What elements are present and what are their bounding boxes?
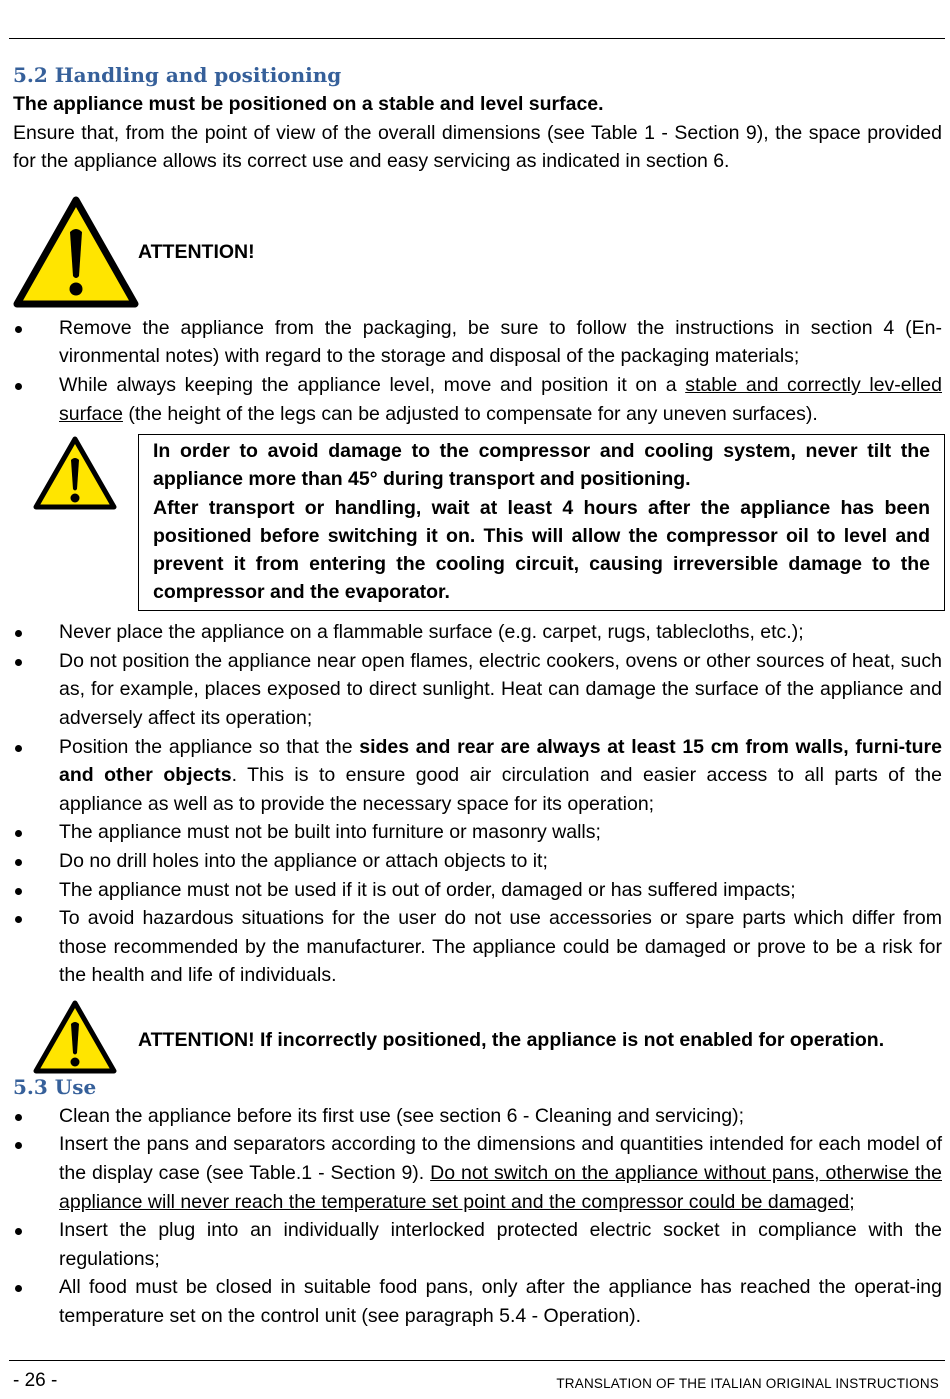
warning-triangle-icon	[13, 196, 139, 308]
header-rule	[9, 38, 945, 39]
attention-notice	[13, 196, 942, 314]
underlined-text: stable and correctly lev-elled surface	[59, 373, 942, 425]
warning-triangle-icon	[33, 1000, 117, 1074]
warning-box-line: After transport or handling, wait at least 4 hours after the appliance has been positioned before switching it on. This will allow the compressor oil to level and prevent it from entering the cooling circuit, causing irreversible damage to the compressor and the evaporator.	[153, 496, 930, 604]
bullet-list-a	[13, 314, 942, 428]
bold-text: sides and rear are always at least 15 cm from walls, furni-ture and other objects	[59, 735, 942, 787]
list-item: Clean the appliance before its first use (see section 6 - Cleaning and servicing);	[13, 1102, 942, 1131]
list-item-pans: Insert the pans and separators according to the dimensions and quantities intended for each model of the display case (see Table.1 - Section 9). Do not switch on the appliance without pans, otherwise the appliance will never reach the temperature set point and the compressor could be damaged;	[13, 1130, 942, 1216]
list-item: The appliance must not be used if it is out of order, damaged or has suffered impacts;	[13, 876, 942, 905]
page-number: - 26 -	[13, 1370, 58, 1391]
list-item: The appliance must not be built into furniture or masonry walls;	[13, 818, 942, 847]
warning-box-row	[13, 434, 942, 612]
lead-text: Ensure that, from the point of view of the overall dimensions (see Table 1 - Section 9), the space provided for the appliance allows its correct use and easy servicing as indicated in section 6.	[13, 121, 942, 173]
list-item: To avoid hazardous situations for the user do not use accessories or spare parts which differ from those recommended by the manufacturer. The appliance could be damaged or prove to be a risk for the health and life of individuals.	[13, 904, 942, 990]
list-item: Do not position the appliance near open flames, electric cookers, ovens or other sources of heat, such as, for example, places exposed to direct sunlight. Heat can damage the surface of the appliance and adversely affect its operation;	[13, 647, 942, 733]
list-item: All food must be closed in suitable food pans, only after the appliance has reached the operat-ing temperature set on the control unit (see paragraph 5.4 - Operation).	[13, 1273, 942, 1330]
footer-note: TRANSLATION OF THE ITALIAN ORIGINAL INSTRUCTIONS	[556, 1376, 939, 1391]
list-item: Do no drill holes into the appliance or attach objects to it;	[13, 847, 942, 876]
footer-rule	[9, 1360, 945, 1361]
attention-positioning-label: ATTENTION! If incorrectly positioned, the appliance is not enabled for operation.	[138, 1028, 885, 1051]
list-item-distance: Position the appliance so that the sides and rear are always at least 15 cm from walls, furni-ture and other objects. This is to ensure good air circulation and easier access to all parts of the appliance as well as to provide the necessary space for its operation;	[13, 733, 942, 819]
underlined-text: Do not switch on the appliance without pans, otherwise the appliance will never reach the temperature set point and the compressor could be damaged;	[59, 1162, 942, 1213]
warning-box-line: In order to avoid damage to the compressor and cooling system, never tilt the appliance more than 45° during transport and positioning.	[153, 440, 930, 491]
warning-triangle-icon	[33, 436, 117, 510]
section-heading-5-2: 5.2 Handling and positioning	[13, 63, 342, 87]
warning-box	[138, 434, 945, 611]
attention-positioning-notice	[13, 996, 942, 1072]
list-item: Remove the appliance from the packaging, be sure to follow the instructions in section 4 (En-vironmental notes) with regard to the storage and disposal of the packaging materials;	[13, 314, 942, 371]
attention-label: ATTENTION!	[138, 240, 255, 263]
list-item: Insert the plug into an individually interlocked protected electric socket in compliance with the regulations;	[13, 1216, 942, 1273]
list-item: Never place the appliance on a flammable surface (e.g. carpet, rugs, tablecloths, etc.);	[13, 618, 942, 647]
bullet-list-use	[13, 1102, 942, 1331]
bullet-list-b	[13, 618, 942, 990]
page-content	[13, 60, 942, 1331]
lead-bold-text: The appliance must be positioned on a stable and level surface.	[13, 93, 604, 115]
list-item-level-surface: While always keeping the appliance level, move and position it on a stable and correctly lev-elled surface (the height of the legs can be adjusted to compensate for any uneven surfaces).	[13, 371, 942, 428]
section-heading-5-3: 5.3 Use	[13, 1074, 97, 1099]
